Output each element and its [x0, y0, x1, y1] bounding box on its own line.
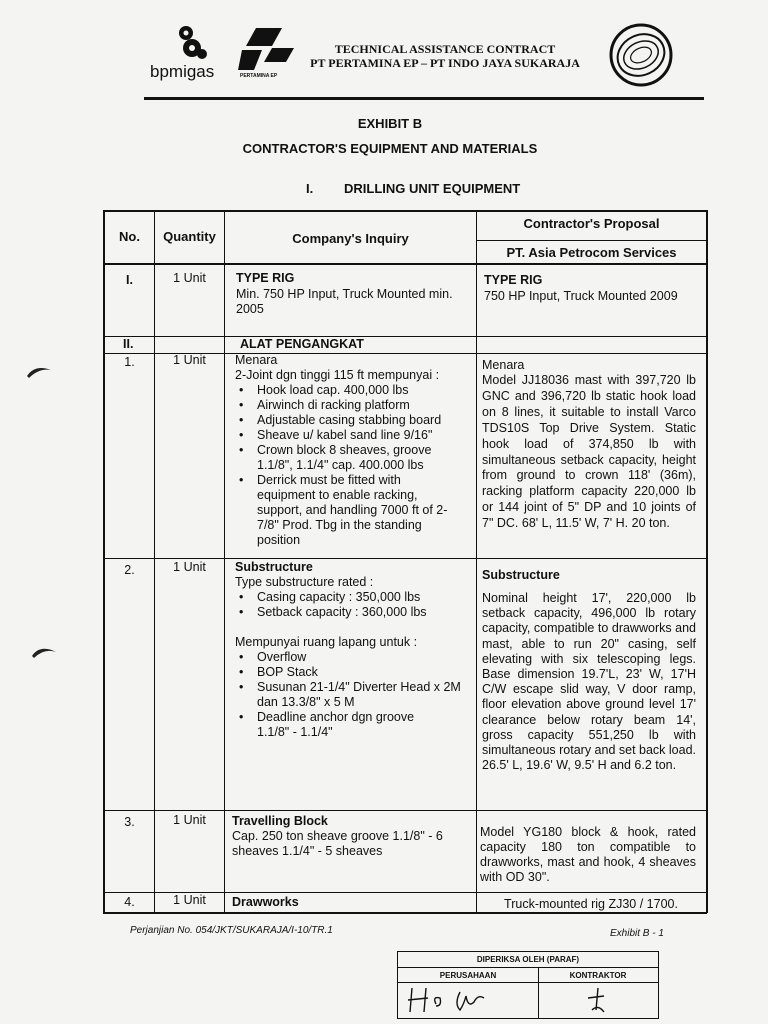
inquiry-bullets — [235, 650, 471, 740]
inquiry-title: Drawworks — [232, 895, 299, 909]
punch-mark-icon — [25, 360, 55, 380]
document-subtitle: CONTRACTOR'S EQUIPMENT AND MATERIALS — [242, 141, 538, 156]
proposal-text: Model YG180 block & hook, rated capacity 180 ton compatible to drawworks, mast and hook, 4 sheaves with OD 30". — [480, 825, 696, 884]
proposal-text: Model JJ18036 mast with 397,720 lb GNC and 396,720 lb static hook load on 8 lines, it suitable to install Varco TDS10S Top Drive System. Static hook load of 374,850 lb with simultaneous setback capacity, height from ground to crown 118' (36m), racking platform capacity 220,000 lb or 144 joint of 5" DP and 10 joints of 7" DC. 68' L, 11.5' W, 7' H. 20 ton. — [482, 373, 696, 531]
row-qty: 1 Unit — [173, 813, 206, 827]
col-header-no: No. — [119, 229, 140, 244]
row-qty: 1 Unit — [173, 353, 206, 367]
bullet-item: • Airwinch di racking platform — [257, 398, 471, 413]
inquiry-text: Cap. 250 ton sheave groove 1.1/8" - 6 sheaves 1.1/4" - 5 sheaves — [232, 829, 443, 858]
proposal-text: 750 HP Input, Truck Mounted 2009 — [484, 289, 678, 303]
row-no: 3. — [124, 815, 135, 829]
row-no: II. — [123, 337, 134, 351]
bullet-item: • Sheave u/ kabel sand line 9/16" — [257, 428, 471, 443]
col-header-proposal: Contractor's Proposal — [523, 216, 660, 231]
bpmigas-emblem-icon — [170, 24, 230, 62]
contract-title-line2: PT PERTAMINA EP – PT INDO JAYA SUKARAJA — [310, 56, 580, 70]
proposal-title: Substructure — [482, 568, 560, 582]
bullet-item: • BOP Stack — [257, 665, 471, 680]
stamp-col-company: PERUSAHAAN — [439, 971, 497, 980]
agreement-number: Perjanjian No. 054/JKT/SUKARAJA/I-10/TR.1 — [130, 925, 333, 936]
proposal-title: Menara — [482, 358, 525, 372]
inquiry-intro: Type substructure rated : — [235, 575, 374, 589]
bullet-item: • Crown block 8 sheaves, groove 1.1/8", 1.1/4" cap. 400.000 lbs — [257, 443, 471, 473]
inquiry-cell — [235, 560, 471, 740]
row-qty: 1 Unit — [173, 893, 206, 907]
pertamina-caption: PERTAMINA EP — [240, 73, 278, 79]
inquiry-title: Menara — [235, 353, 278, 367]
section-title: DRILLING UNIT EQUIPMENT — [344, 181, 521, 196]
contract-title — [300, 42, 590, 70]
bpmigas-wordmark: bpmigas — [150, 62, 215, 81]
globe-ring-icon — [606, 20, 676, 90]
indo-jaya-logo — [606, 20, 676, 90]
inquiry-title: Travelling Block — [232, 814, 328, 828]
inquiry-title: Substructure — [235, 560, 313, 574]
row-qty: 1 Unit — [173, 560, 206, 574]
proposal-title: TYPE RIG — [484, 273, 543, 287]
stamp-title: DIPERIKSA OLEH (PARAF) — [476, 955, 580, 964]
inquiry-text: Min. 750 HP Input, Truck Mounted min. 2005 — [236, 287, 453, 316]
bullet-item: • Susunan 21-1/4" Diverter Head x 2M dan 13.3/8" x 5 M — [257, 680, 471, 710]
section-number: I. — [306, 181, 314, 196]
pertamina-emblem-icon — [238, 26, 296, 72]
bullet-item: • Casing capacity : 350,000 lbs — [257, 590, 471, 605]
proposal-cell — [482, 568, 696, 773]
row-qty: 1 Unit — [173, 271, 206, 285]
exhibit-title: EXHIBIT B — [357, 116, 423, 131]
col-header-proposal-company: PT. Asia Petrocom Services — [506, 245, 677, 260]
row-no: I. — [126, 273, 133, 287]
row-no: 2. — [124, 563, 135, 577]
proposal-text: Truck-mounted rig ZJ30 / 1700. — [504, 897, 678, 911]
bpmigas-logo — [150, 24, 235, 82]
stamp-col-contractor: KONTRAKTOR — [569, 971, 627, 980]
inquiry-bullets — [235, 590, 471, 620]
bullet-item: • Derrick must be fitted with equipment to enable racking, support, and handling 7000 ft of 2-7/8" Prod. Tbg in the standing position — [257, 473, 471, 548]
bullet-item: • Setback capacity : 360,000 lbs — [257, 605, 471, 620]
bullet-item: • Adjustable casing stabbing board — [257, 413, 471, 428]
bullet-item: • Hook load cap. 400,000 lbs — [257, 383, 471, 398]
initials-signature-icon — [398, 982, 658, 1018]
inquiry-bullets — [235, 383, 471, 548]
punch-mark-icon — [30, 640, 60, 660]
proposal-cell — [482, 358, 696, 532]
initials-stamp — [397, 951, 659, 1019]
header-rule — [144, 97, 704, 100]
row-no: 4. — [124, 895, 135, 909]
col-header-quantity: Quantity — [163, 229, 216, 244]
bullet-item: • Overflow — [257, 650, 471, 665]
inquiry-intro: 2-Joint dgn tinggi 115 ft mempunyai : — [235, 368, 440, 382]
inquiry-title: TYPE RIG — [236, 271, 295, 285]
bullet-item: • Deadline anchor dgn groove 1.1/8" - 1.1/4" — [257, 710, 471, 740]
inquiry-intro: Mempunyai ruang lapang untuk : — [235, 635, 418, 649]
pertamina-logo — [238, 26, 300, 84]
row-no: 1. — [124, 355, 135, 369]
col-header-inquiry: Company's Inquiry — [292, 231, 409, 246]
page-number: Exhibit B - 1 — [610, 928, 664, 939]
inquiry-cell — [235, 353, 471, 548]
proposal-text: Nominal height 17', 220,000 lb setback capacity, 496,000 lb rotary capacity, compatible to drawworks and mast, able to run 20" casing, self elevating with six telescoping legs. Base dimension 19.7'L, 23' W, 17'H C/W escape slid way, V door ramp, floor elevation above ground level 17' clearance below rotary beam 14', gross capacity 551,250 lb with simultaneous rotary and set back load. 26.5' L, 19.6' W, 9.5' H and 6.2 ton. — [482, 591, 697, 773]
section-heading: ALAT PENGANGKAT — [240, 337, 364, 351]
inquiry-cell — [232, 814, 470, 859]
contract-title-line1: TECHNICAL ASSISTANCE CONTRACT — [334, 42, 556, 56]
